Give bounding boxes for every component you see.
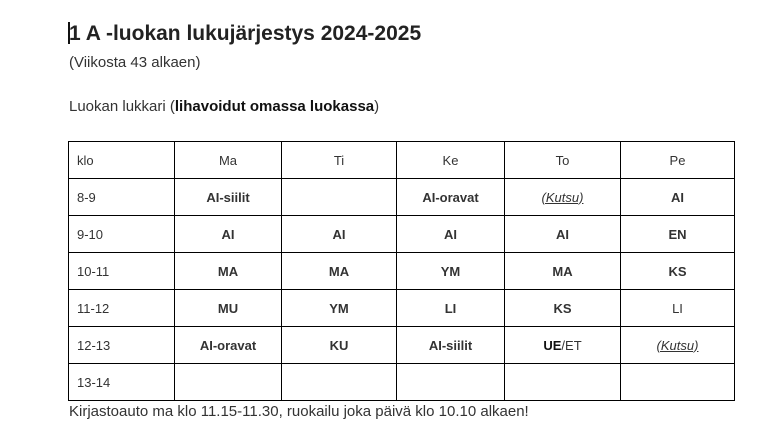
time-cell: 8-9 <box>69 179 175 216</box>
table-row <box>69 179 735 216</box>
invite-link[interactable]: (Kutsu) <box>541 189 584 205</box>
lesson-cell <box>175 364 282 401</box>
table-row <box>69 253 735 290</box>
lesson-cell <box>397 364 505 401</box>
lesson-cell <box>505 179 621 216</box>
footer-note: Kirjastoauto ma klo 11.15-11.30, ruokailu joka päivä klo 10.10 alkaen! <box>69 403 529 420</box>
header-cell-ma: Ma <box>175 142 282 179</box>
lesson-cell: LI <box>397 290 505 327</box>
lesson-cell: AI <box>505 216 621 253</box>
schedule-body <box>69 142 735 401</box>
caption-prefix: Luokan lukkari ( <box>69 98 175 115</box>
lesson-cell: AI <box>175 216 282 253</box>
lesson-cell: MA <box>282 253 397 290</box>
lesson-cell <box>505 364 621 401</box>
page-title <box>68 22 421 46</box>
table-row <box>69 364 735 401</box>
table-caption <box>69 98 379 115</box>
table-row <box>69 216 735 253</box>
lesson-bold-part: UE <box>543 337 562 353</box>
lesson-cell: AI-oravat <box>397 179 505 216</box>
lesson-cell: AI <box>621 179 735 216</box>
invite-link[interactable]: (Kutsu) <box>656 337 699 353</box>
lesson-cell: AI-siilit <box>397 327 505 364</box>
page-title-text: 1 A -luokan lukujärjestys 2024-2025 <box>69 22 422 45</box>
header-cell-klo: klo <box>69 142 175 179</box>
lesson-cell: MA <box>175 253 282 290</box>
time-cell: 11-12 <box>69 290 175 327</box>
lesson-cell: YM <box>397 253 505 290</box>
lesson-cell <box>505 327 621 364</box>
lesson-cell <box>282 179 397 216</box>
lesson-cell: AI-oravat <box>175 327 282 364</box>
time-cell: 9-10 <box>69 216 175 253</box>
table-row <box>69 327 735 364</box>
lesson-cell: KS <box>505 290 621 327</box>
lesson-cell: AI <box>282 216 397 253</box>
header-cell-ke: Ke <box>397 142 505 179</box>
lesson-plain-part: /ET <box>561 337 582 353</box>
lesson-cell: AI-siilit <box>175 179 282 216</box>
lesson-cell: MU <box>175 290 282 327</box>
header-cell-ti: Ti <box>282 142 397 179</box>
header-row <box>69 142 735 179</box>
caption-bold: lihavoidut omassa luokassa <box>174 98 375 115</box>
lesson-cell: KU <box>282 327 397 364</box>
page-subtitle: (Viikosta 43 alkaen) <box>69 54 201 71</box>
lesson-cell: AI <box>397 216 505 253</box>
lesson-cell: KS <box>621 253 735 290</box>
lesson-cell: EN <box>621 216 735 253</box>
time-cell: 10-11 <box>69 253 175 290</box>
time-cell: 12-13 <box>69 327 175 364</box>
schedule-table <box>68 141 735 401</box>
time-cell: 13-14 <box>69 364 175 401</box>
caption-suffix: ) <box>374 98 380 115</box>
lesson-cell: MA <box>505 253 621 290</box>
lesson-cell <box>282 364 397 401</box>
lesson-cell: YM <box>282 290 397 327</box>
lesson-cell <box>621 327 735 364</box>
lesson-cell <box>621 364 735 401</box>
header-cell-to: To <box>505 142 621 179</box>
header-cell-pe: Pe <box>621 142 735 179</box>
lesson-cell: LI <box>621 290 735 327</box>
table-row <box>69 290 735 327</box>
